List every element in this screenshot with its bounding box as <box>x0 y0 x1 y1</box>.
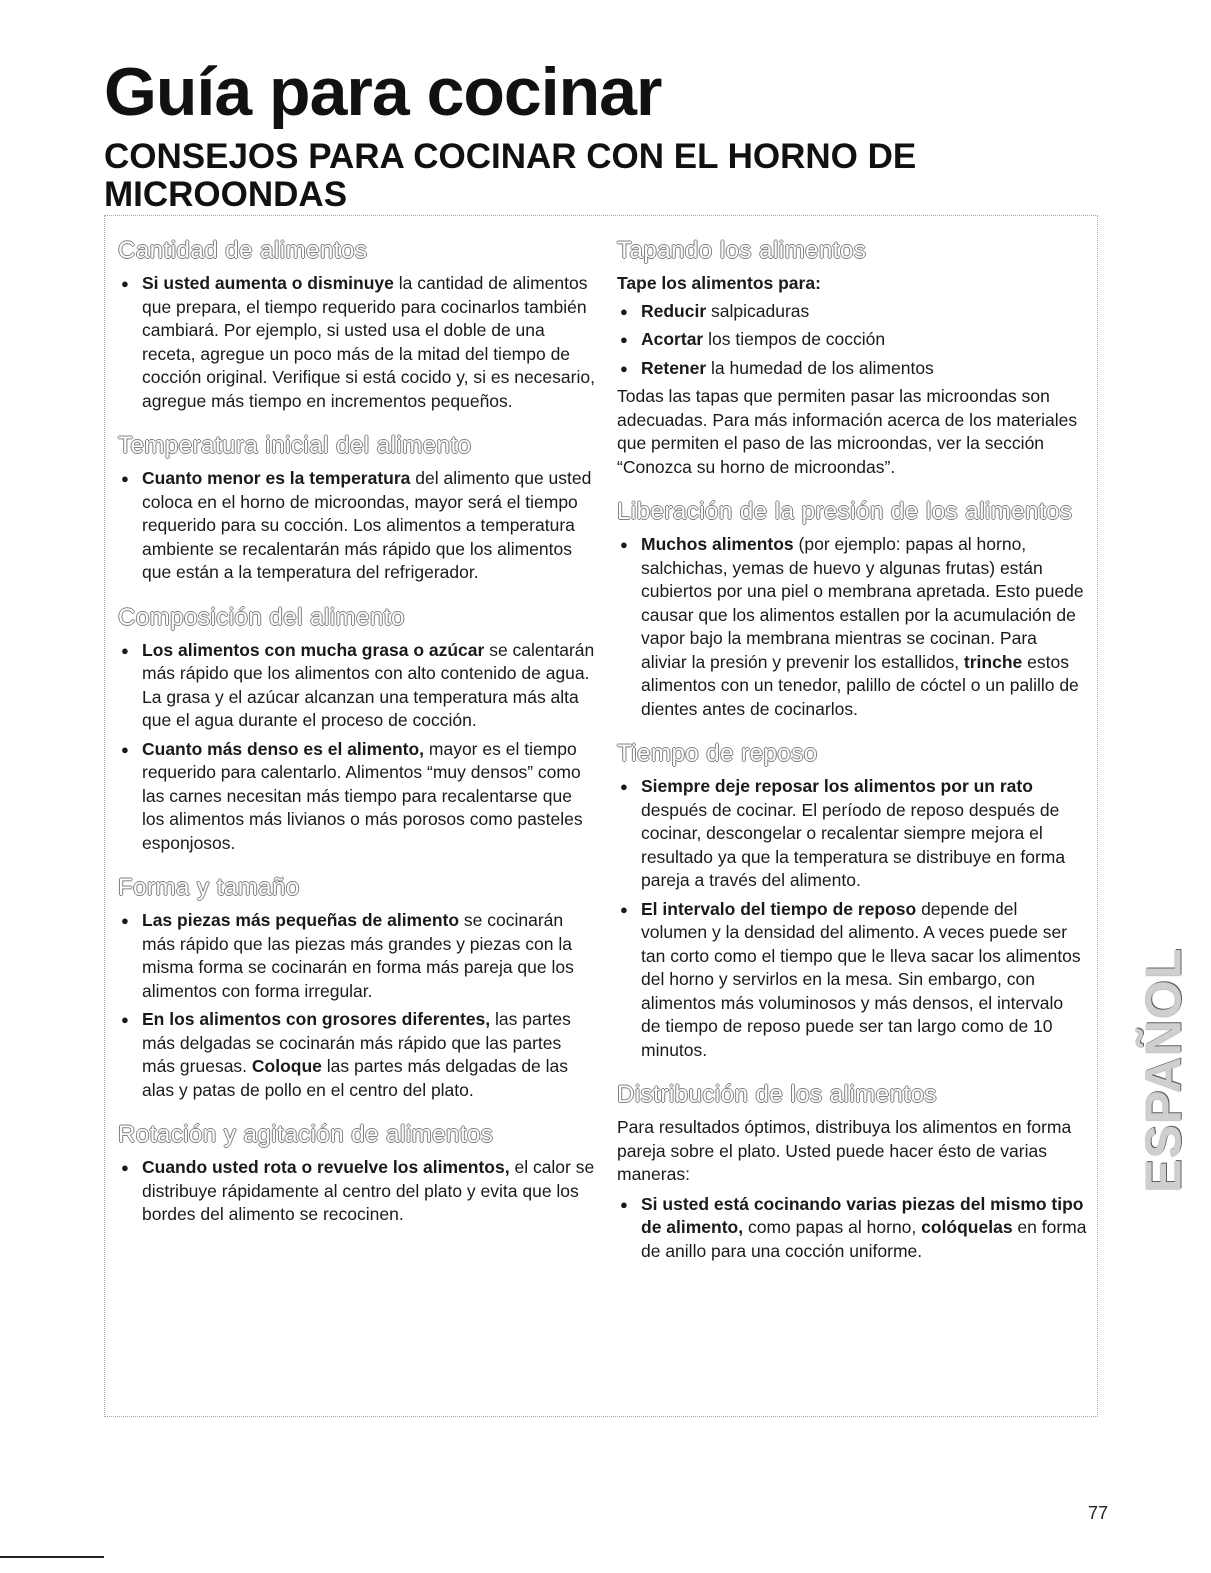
bullet-list <box>118 639 596 856</box>
bullet-text: las partes más delgadas de las alas y patas de pollo en el centro del plato. <box>142 1056 569 1100</box>
bullet-bold: Cuanto más denso es el alimento, <box>142 738 425 759</box>
bullet-item <box>617 775 1087 893</box>
bullet-list <box>617 775 1087 1062</box>
bullet-item <box>118 1156 596 1227</box>
bullet-text: después de cocinar. El período de reposo después de cocinar, descongelar o recalentar siempre mejora el resultado ya que la temperatura se distribuye en forma pareja a través del alimento. <box>641 799 1066 890</box>
section-tapando <box>617 236 1087 479</box>
bullet-bold: Las piezas más pequeñas de alimento <box>142 910 460 930</box>
section-heading: Composición del alimento <box>118 603 405 631</box>
bullet-bold: Muchos alimentos <box>641 534 794 554</box>
language-label: ESPAÑOL <box>1135 947 1191 1193</box>
bullet-text: estos alimentos con un tenedor, palillo de cóctel o un palillo de dientes antes de cocinarlos. <box>641 651 1079 719</box>
bullet-item <box>118 909 596 1003</box>
bullet-bold: Coloque <box>251 1056 322 1076</box>
bullet-bold: Acortar <box>641 329 704 349</box>
lead-text: Tape los alimentos para: <box>617 273 821 293</box>
section-distribucion <box>617 1080 1087 1263</box>
bullet-item <box>118 738 596 856</box>
bullet-list <box>617 300 1087 381</box>
bullet-item <box>617 533 1087 721</box>
bullet-text: mayor es el tiempo requerido para calentarlo. Alimentos “muy densos” como las carnes necesitan más tiempo para recalentarse que los alimentos más livianos o más porosos como pasteles esponjosos. <box>142 738 583 853</box>
bullet-item <box>617 898 1087 1063</box>
bullet-bold: Los alimentos con mucha grasa o azúcar <box>142 639 485 660</box>
bullet-bold: Si usted aumenta o disminuye <box>142 273 394 293</box>
bullet-text: (por ejemplo: papas al horno, salchichas, yemas de huevo y algunas frutas) están cubiertos por una piel o membrana apretada. Esto puede causar que los alimentos estallen por la acumulación de vapor bajo la membrana mientras se cocinan. Para aliviar la presión y prevenir los estallidos, <box>641 534 1084 672</box>
bullet-item <box>118 272 596 413</box>
bullet-list <box>118 272 596 413</box>
footer-rule <box>0 1556 104 1558</box>
bullet-text: el calor se distribuye rápidamente al centro del plato y evita que los bordes del alimento se recocinen. <box>142 1157 595 1224</box>
section-heading: Tapando los alimentos <box>617 237 867 264</box>
right-column <box>617 236 1087 1281</box>
language-side-tab <box>1135 947 1191 1193</box>
paragraph: Todas las tapas que permiten pasar las microondas son adecuadas. Para más información acerca de los materiales que permiten el paso de las microondas, ver la sección “Conozca su horno de microondas”. <box>617 386 1078 477</box>
bullet-bold: El intervalo del tiempo de reposo <box>641 898 917 919</box>
bullet-text: la cantidad de alimentos que prepara, el tiempo requerido para cocinarlos también cambiará. Por ejemplo, si usted usa el doble de una receta, agregue un poco más de la mitad del tiempo de cocción original. Verifique si está cocido y, si es necesario, agregue más tiempo en incrementos pequeños. <box>142 273 595 411</box>
bullet-bold: Si usted está cocinando varias piezas del mismo tipo de alimento, <box>641 1193 1084 1237</box>
section-reposo <box>617 739 1087 1062</box>
bullet-text: se cocinarán más rápido que las piezas más grandes y piezas con la misma forma se cocinarán en forma más pareja que los alimentos con forma irregular. <box>142 910 574 1001</box>
left-column <box>118 236 596 1245</box>
section-heading: Forma y tamaño <box>118 874 300 901</box>
bullet-text: como papas al horno, <box>743 1217 922 1237</box>
bullet-text: los tiempos de cocción <box>703 329 886 349</box>
bullet-item <box>617 328 1087 352</box>
bullet-bold: colóquelas <box>921 1217 1013 1237</box>
bullet-item <box>617 1193 1087 1264</box>
bullet-text: se calentarán más rápido que los alimentos con alto contenido de agua. La grasa y el azúcar alcanzan una temperatura más alta que el agua durante el proceso de cocción. <box>142 639 595 730</box>
bullet-bold: Siempre deje reposar los alimentos por un rato <box>641 776 1033 796</box>
section-heading: Liberación de la presión de los alimentos <box>617 498 1073 525</box>
section-rotacion <box>118 1120 596 1227</box>
page-title: Guía para cocinar <box>104 54 662 130</box>
bullet-text: salpicaduras <box>706 300 810 321</box>
section-heading: Cantidad de alimentos <box>118 237 368 264</box>
bullet-bold: En los alimentos con grosores diferentes, <box>142 1009 491 1029</box>
section-composicion <box>118 603 596 856</box>
bullet-text: en forma de anillo para una cocción uniforme. <box>641 1217 1087 1261</box>
bullet-list <box>617 1193 1087 1264</box>
bullet-text: del alimento que usted coloca en el horno de microondas, mayor será el tiempo requerido para su cocción. Los alimentos a temperatura ambiente se recalentarán más rápido que los alimentos que están a la temperatura del refrigerador. <box>142 468 592 582</box>
section-liberacion <box>617 497 1087 721</box>
section-cantidad <box>118 236 596 413</box>
section-heading: Temperatura inicial del alimento <box>118 432 472 459</box>
page-number: 77 <box>1088 1503 1109 1523</box>
bullet-list <box>617 533 1087 721</box>
section-heading: Distribución de los alimentos <box>617 1081 937 1108</box>
bullet-bold: Cuanto menor es la temperatura <box>142 468 411 488</box>
bullet-item <box>118 467 596 585</box>
section-heading: Rotación y agitación de alimentos <box>118 1121 494 1148</box>
bullet-text: las partes más delgadas se cocinarán más rápido que las partes más gruesas. <box>142 1009 571 1076</box>
bullet-bold: Reducir <box>641 300 707 321</box>
section-heading: Tiempo de reposo <box>617 740 818 767</box>
bullet-item <box>617 357 1087 381</box>
section-temperatura <box>118 431 596 585</box>
section-forma <box>118 873 596 1102</box>
page-subtitle: CONSEJOS PARA COCINAR CON EL HORNO DE MICROONDAS <box>104 137 917 214</box>
bullet-bold: Cuando usted rota o revuelve los alimentos, <box>142 1157 510 1177</box>
bullet-bold: Retener <box>641 357 707 378</box>
bullet-list <box>118 909 596 1102</box>
bullet-bold: trinche <box>963 651 1023 672</box>
bullet-list <box>118 467 596 585</box>
bullet-list <box>118 1156 596 1227</box>
bullet-text: la humedad de los alimentos <box>706 357 934 378</box>
bullet-text: depende del volumen y la densidad del alimento. A veces puede ser tan corto como el tiempo que le lleva sacar los alimentos del horno y servirlos en la mesa. Sin embargo, con alimentos más voluminosos y más densos, el intervalo de tiempo de reposo puede ser tan largo como de 10 minutos. <box>641 898 1081 1060</box>
paragraph: Para resultados óptimos, distribuya los alimentos en forma pareja sobre el plato. Usted puede hacer ésto de varias maneras: <box>617 1117 1072 1184</box>
bullet-item <box>617 300 1087 324</box>
bullet-item <box>118 639 596 733</box>
bullet-item <box>118 1008 596 1102</box>
